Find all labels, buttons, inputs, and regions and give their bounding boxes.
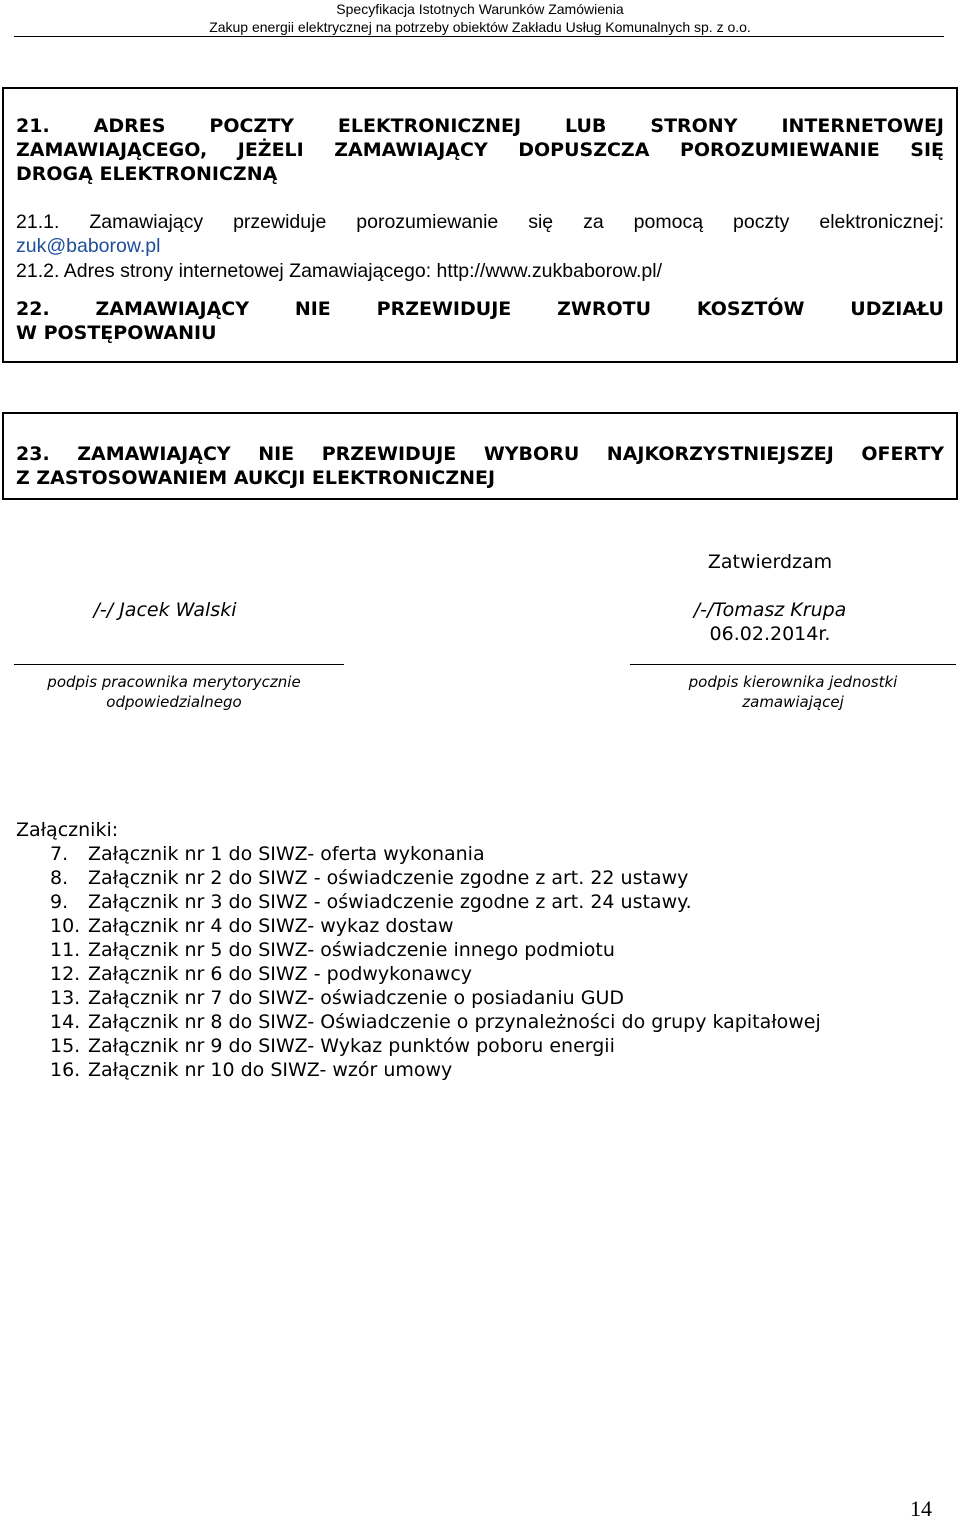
list-item-number: 12. xyxy=(50,963,81,985)
section-23-heading-line1: 23. ZAMAWIAJĄCY NIE PRZEWIDUJE WYBORU NAJKORZYSTNIEJSZEJ OFERTY xyxy=(16,443,944,465)
section-21-2-text: 21.2. Adres strony internetowej Zamawiającego: http://www.zukbaborow.pl/ xyxy=(16,260,663,282)
approve-label: Zatwierdzam xyxy=(707,551,833,573)
list-item-text: Załącznik nr 2 do SIWZ - oświadczenie zgodne z art. 22 ustawy xyxy=(88,867,689,889)
header-divider xyxy=(14,36,944,37)
header-subtitle: Zakup energii elektrycznej na potrzeby obiektów Zakładu Usług Komunalnych sp. z o.o. xyxy=(209,19,751,35)
list-item-number: 9. xyxy=(50,891,69,913)
list-item-number: 11. xyxy=(50,939,81,961)
section-21-heading-line3: DROGĄ ELEKTRONICZNĄ xyxy=(16,163,278,185)
attachments-title: Załączniki: xyxy=(16,819,119,841)
signature-left-caption-line2: odpowiedzialnego xyxy=(106,693,242,711)
signature-date: 06.02.2014r. xyxy=(709,623,831,645)
list-item-number: 14. xyxy=(50,1011,81,1033)
section-21-1-text: 21.1. Zamawiający przewiduje porozumiewanie się za pomocą poczty elektronicznej: xyxy=(16,211,944,233)
list-item-number: 10. xyxy=(50,915,81,937)
list-item-text: Załącznik nr 7 do SIWZ- oświadczenie o posiadaniu GUD xyxy=(88,987,624,1009)
section-22-heading-line2: W POSTĘPOWANIU xyxy=(16,322,217,344)
header-title: Specyfikacja Istotnych Warunków Zamówienia xyxy=(336,1,624,17)
email-link[interactable]: zuk@baborow.pl xyxy=(16,235,161,257)
list-item-number: 7. xyxy=(50,843,69,865)
list-item-text: Załącznik nr 9 do SIWZ- Wykaz punktów poboru energii xyxy=(88,1035,615,1057)
section-23-heading-line2: Z ZASTOSOWANIEM AUKCJI ELEKTRONICZNEJ xyxy=(16,467,496,489)
list-item-text: Załącznik nr 3 do SIWZ - oświadczenie zgodne z art. 24 ustawy. xyxy=(88,891,692,913)
signature-right-line xyxy=(630,664,956,665)
list-item-text: Załącznik nr 6 do SIWZ - podwykonawcy xyxy=(88,963,473,985)
signature-left-line xyxy=(14,664,344,665)
list-item-number: 8. xyxy=(50,867,69,889)
section-21-heading-line2: ZAMAWIAJĄCEGO, JEŻELI ZAMAWIAJĄCY DOPUSZCZA POROZUMIEWANIE SIĘ xyxy=(16,139,944,161)
signature-right-name: /-/Tomasz Krupa xyxy=(693,599,847,621)
list-item-number: 13. xyxy=(50,987,81,1009)
page-number: 14 xyxy=(910,1496,932,1521)
signature-right-caption-line2: zamawiającej xyxy=(742,693,844,711)
list-item-text: Załącznik nr 8 do SIWZ- Oświadczenie o przynależności do grupy kapitałowej xyxy=(88,1011,821,1033)
list-item-text: Załącznik nr 1 do SIWZ- oferta wykonania xyxy=(88,843,485,865)
list-item-text: Załącznik nr 4 do SIWZ- wykaz dostaw xyxy=(88,915,454,937)
list-item-text: Załącznik nr 5 do SIWZ- oświadczenie innego podmiotu xyxy=(88,939,615,961)
section-21-heading-line1: 21. ADRES POCZTY ELEKTRONICZNEJ LUB STRONY INTERNETOWEJ xyxy=(16,115,944,137)
signature-left-caption-line1: podpis pracownika merytorycznie xyxy=(47,673,301,691)
section-22-heading-line1: 22. ZAMAWIAJĄCY NIE PRZEWIDUJE ZWROTU KOSZTÓW UDZIAŁU xyxy=(16,298,944,320)
signature-right-caption-line1: podpis kierownika jednostki xyxy=(688,673,898,691)
list-item-text: Załącznik nr 10 do SIWZ- wzór umowy xyxy=(88,1059,453,1081)
signature-left-name: /-/ Jacek Walski xyxy=(93,599,237,621)
list-item-number: 15. xyxy=(50,1035,81,1057)
list-item-number: 16. xyxy=(50,1059,81,1081)
